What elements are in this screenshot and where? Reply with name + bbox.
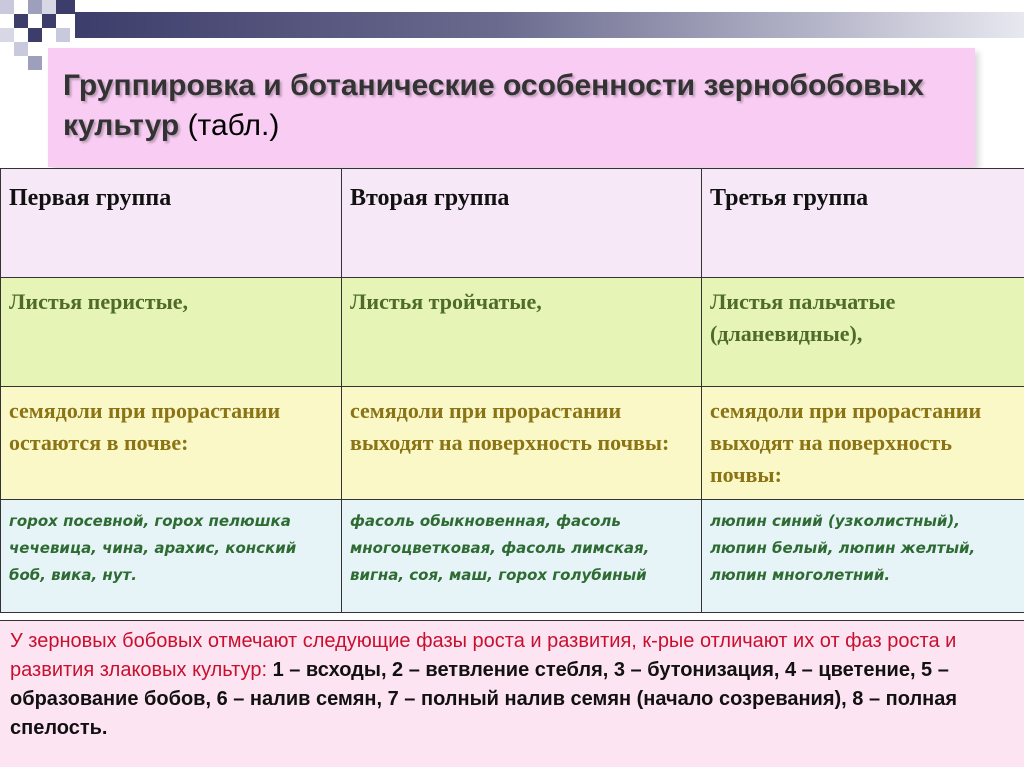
table-cell [342,387,702,500]
table-cell [702,169,1024,278]
decor-square [42,0,56,14]
table-cell [1,500,342,613]
table-cell [1,278,342,387]
table-row-examples [1,500,1024,613]
table-cell [342,169,702,278]
decor-top-bar [75,12,1024,38]
table-row-cotyledons [1,387,1024,500]
growth-phases-list: 1 – всходы, 2 – ветвление стебля, 3 – бутонизация, 4 – цветение, 5 – образование бобов, 6 – налив семян, 7 – полный налив семян (начало созревания), 8 – полная спелость. [10,659,958,739]
leaves-group-3: Листья пальчатые (дланевидные), [710,289,896,346]
cotyledons-group-2: семядоли при прорастании выходят на поверхность почвы: [350,398,670,455]
leaves-group-2: Листья тройчатые, [350,289,542,314]
table-row-headers [1,169,1024,278]
table-row-leaves [1,278,1024,387]
decor-square [28,56,42,70]
examples-group-3: люпин синий (узколистный), люпин белый, люпин желтый, люпин многолетний. [710,512,976,584]
header-group-1: Первая группа [9,185,172,211]
table-cell [1,387,342,500]
examples-group-2: фасоль обыкновенная, фасоль многоцветковая, фасоль лимская, вигна, соя, маш, горох голубиный [350,512,650,584]
table-cell [702,500,1024,613]
table-cell [702,387,1024,500]
cotyledons-group-3: семядоли при прорастании выходят на поверхность почвы: [710,398,982,487]
decor-square [56,28,70,42]
group-table [0,168,1024,613]
decor-square [42,14,56,28]
slide-title-suffix: (табл.) [179,109,280,142]
table-cell [702,278,1024,387]
cotyledons-group-1: семядоли при прорастании остаются в почве: [9,398,281,455]
slide-title [63,66,963,146]
leaves-group-1: Листья перистые, [9,289,189,314]
decor-square [14,14,28,28]
growth-phases-note [0,620,1024,767]
slide-title-main: Группировка и ботанические особенности зернобобовых культур [63,69,924,142]
decor-square [0,0,14,14]
header-group-3: Третья группа [710,185,869,211]
growth-phases-colon: : [261,659,268,681]
decor-square [56,0,75,14]
table-cell [1,169,342,278]
growth-phases-intro: У зерновых бобовых отмечают следующие фазы роста и развития, к-рые отличают их от фаз роста и развития злаковых культур [10,630,957,681]
decor-square [14,42,28,56]
decor-square [14,0,28,14]
examples-group-1: горох посевной, горох пелюшка чечевица, чина, арахис, конский боб, вика, нут. [9,512,297,584]
table-cell [342,500,702,613]
table-cell [342,278,702,387]
decor-square [0,28,14,42]
decor-square [28,28,42,42]
decor-square [28,0,42,14]
header-group-2: Вторая группа [350,185,510,211]
